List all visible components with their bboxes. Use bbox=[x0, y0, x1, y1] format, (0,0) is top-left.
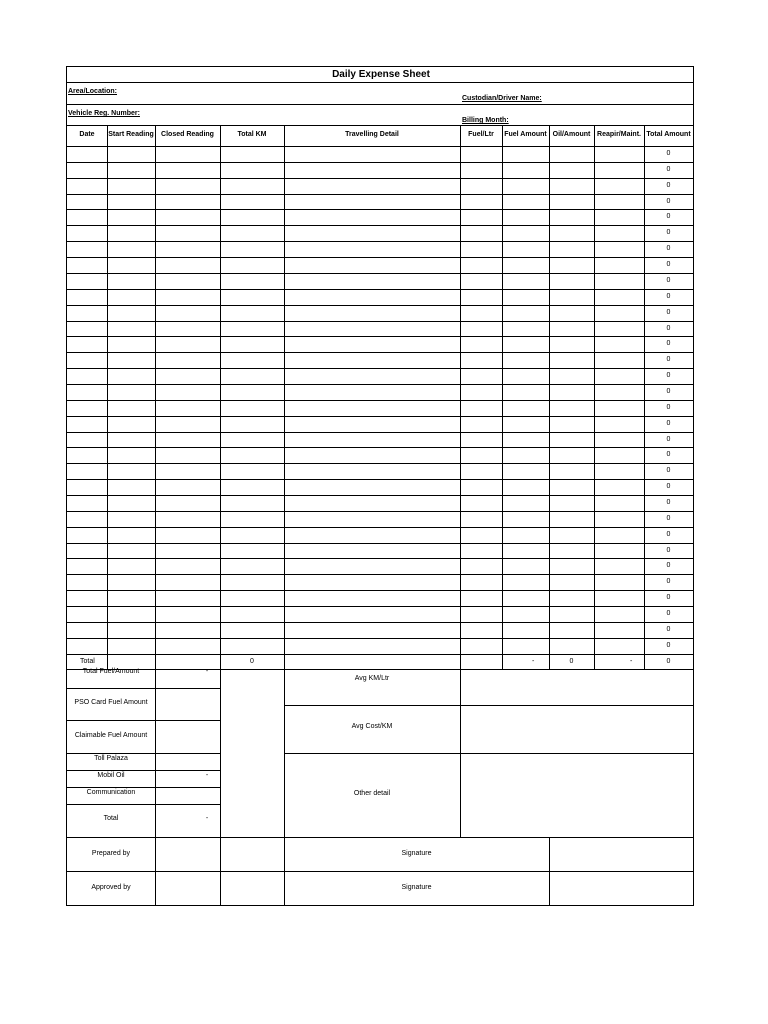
grid-row-line bbox=[67, 606, 693, 607]
grid-column-line bbox=[549, 125, 550, 669]
grid-row-line bbox=[67, 225, 693, 226]
grid-column-line bbox=[460, 125, 461, 669]
row-total-amount: 0 bbox=[666, 403, 671, 411]
grid-row-line bbox=[67, 463, 693, 464]
grid-row-line bbox=[67, 178, 693, 179]
totals-label: Total bbox=[80, 657, 95, 665]
row-total-amount: 0 bbox=[666, 562, 671, 570]
row-total-amount: 0 bbox=[666, 467, 671, 475]
column-header: Closed Reading bbox=[161, 131, 214, 138]
divider bbox=[67, 104, 693, 105]
summary-total-value: - bbox=[205, 815, 209, 822]
grid-column-line bbox=[502, 125, 503, 669]
prepared-by-label: Prepared by bbox=[91, 850, 131, 857]
grid-row-line bbox=[67, 352, 693, 353]
column-header: Total Amount bbox=[646, 131, 691, 138]
column-header: Date bbox=[79, 131, 95, 138]
expense-sheet bbox=[66, 66, 694, 906]
row-total-amount: 0 bbox=[666, 641, 671, 649]
mobil-value: - bbox=[205, 772, 209, 779]
mobil-label: Mobil Oil bbox=[97, 772, 125, 779]
total-fuel-value: - bbox=[205, 668, 209, 675]
grid-row-line bbox=[67, 638, 693, 639]
grid-row-line bbox=[67, 194, 693, 195]
grid-row-line bbox=[67, 257, 693, 258]
grid-row-line bbox=[67, 622, 693, 623]
grid-column-line bbox=[644, 125, 645, 669]
divider bbox=[67, 82, 693, 83]
grid-row-line bbox=[67, 558, 693, 559]
column-header: Travelling Detail bbox=[345, 131, 399, 138]
row-total-amount: 0 bbox=[666, 594, 671, 602]
column-header: Start Reading bbox=[108, 131, 154, 138]
vehicle-label: Vehicle Reg. Number: bbox=[68, 110, 140, 117]
avg-km-label: Avg KM/Ltr bbox=[354, 675, 390, 682]
sheet-title: Daily Expense Sheet bbox=[332, 69, 430, 80]
grid-row-line bbox=[67, 590, 693, 591]
custodian-label: Custodian/Driver Name: bbox=[462, 95, 542, 102]
expense-table bbox=[67, 125, 693, 665]
grid-column-line bbox=[220, 125, 221, 669]
communication-label: Communication bbox=[86, 789, 136, 796]
totals-total-km: 0 bbox=[250, 657, 254, 665]
row-total-amount: 0 bbox=[666, 292, 671, 300]
other-detail-label: Other detail bbox=[353, 790, 391, 797]
column-header: Total KM bbox=[237, 131, 267, 138]
toll-label: Toll Palaza bbox=[94, 755, 128, 762]
row-total-amount: 0 bbox=[666, 625, 671, 633]
column-header: Fuel Amount bbox=[504, 131, 547, 138]
pso-label: PSO Card Fuel Amount bbox=[74, 699, 148, 706]
signature-label: Signature bbox=[401, 850, 432, 857]
row-total-amount: 0 bbox=[666, 245, 671, 253]
row-total-amount: 0 bbox=[666, 308, 671, 316]
column-header: Oil/Amount bbox=[552, 131, 591, 138]
grid-row-line bbox=[67, 479, 693, 480]
grid-column-line bbox=[107, 125, 108, 669]
row-total-amount: 0 bbox=[666, 340, 671, 348]
summary-section bbox=[67, 657, 693, 905]
row-total-amount: 0 bbox=[666, 356, 671, 364]
row-total-amount: 0 bbox=[666, 229, 671, 237]
column-header: Reapir/Maint. bbox=[597, 131, 641, 138]
grid-row-line bbox=[67, 125, 693, 126]
totals-total-amount: 0 bbox=[666, 657, 671, 665]
row-total-amount: 0 bbox=[666, 181, 671, 189]
totals-fuel-amount: - bbox=[532, 657, 535, 665]
totals-repair: - bbox=[630, 657, 633, 665]
row-total-amount: 0 bbox=[666, 530, 671, 538]
row-total-amount: 0 bbox=[666, 435, 671, 443]
grid-row-line bbox=[67, 305, 693, 306]
grid-row-line bbox=[67, 209, 693, 210]
row-total-amount: 0 bbox=[666, 261, 671, 268]
grid-row-line bbox=[67, 146, 693, 147]
area-label: Area/Location: bbox=[68, 88, 118, 95]
approved-by-label: Approved by bbox=[91, 884, 131, 891]
grid-row-line bbox=[67, 416, 693, 417]
column-header: Fuel/Ltr bbox=[468, 131, 494, 138]
row-total-amount: 0 bbox=[666, 387, 671, 395]
avg-cost-label: Avg Cost/KM bbox=[351, 723, 393, 730]
grid-column-line bbox=[594, 125, 595, 669]
grid-column-line bbox=[284, 125, 285, 669]
row-total-amount: 0 bbox=[666, 150, 671, 157]
row-total-amount: 0 bbox=[666, 419, 671, 427]
grid-row-line bbox=[67, 447, 693, 448]
totals-oil-amount: 0 bbox=[569, 657, 574, 665]
grid-row-line bbox=[67, 543, 693, 544]
row-total-amount: 0 bbox=[666, 498, 671, 506]
row-total-amount: 0 bbox=[666, 372, 671, 379]
grid-row-line bbox=[67, 654, 693, 655]
grid-row-line bbox=[67, 384, 693, 385]
claimable-label: Claimable Fuel Amount bbox=[74, 732, 148, 739]
grid-row-line bbox=[67, 241, 693, 242]
row-total-amount: 0 bbox=[666, 483, 671, 491]
row-total-amount: 0 bbox=[666, 165, 671, 173]
grid-row-line bbox=[67, 162, 693, 163]
billing-label: Billing Month: bbox=[462, 117, 509, 124]
row-total-amount: 0 bbox=[666, 609, 671, 617]
grid-row-line bbox=[67, 574, 693, 575]
grid-row-line bbox=[67, 511, 693, 512]
row-total-amount: 0 bbox=[666, 213, 671, 221]
grid-row-line bbox=[67, 321, 693, 322]
grid-row-line bbox=[67, 368, 693, 369]
row-total-amount: 0 bbox=[666, 276, 671, 284]
row-total-amount: 0 bbox=[666, 578, 671, 586]
grid-row-line bbox=[67, 273, 693, 274]
summary-total-label: Total bbox=[103, 815, 119, 822]
grid-row-line bbox=[67, 400, 693, 401]
grid-row-line bbox=[67, 432, 693, 433]
grid-row-line bbox=[67, 495, 693, 496]
grid-row-line bbox=[67, 289, 693, 290]
grid-column-line bbox=[155, 125, 156, 669]
row-total-amount: 0 bbox=[666, 324, 671, 332]
row-total-amount: 0 bbox=[666, 451, 671, 459]
grid-row-line bbox=[67, 336, 693, 337]
signature-label: Signature bbox=[401, 884, 432, 891]
grid-row-line bbox=[67, 527, 693, 528]
row-total-amount: 0 bbox=[666, 197, 671, 205]
row-total-amount: 0 bbox=[666, 546, 671, 554]
total-fuel-label: Total Fuel/Amount bbox=[82, 668, 140, 675]
row-total-amount: 0 bbox=[666, 514, 671, 522]
